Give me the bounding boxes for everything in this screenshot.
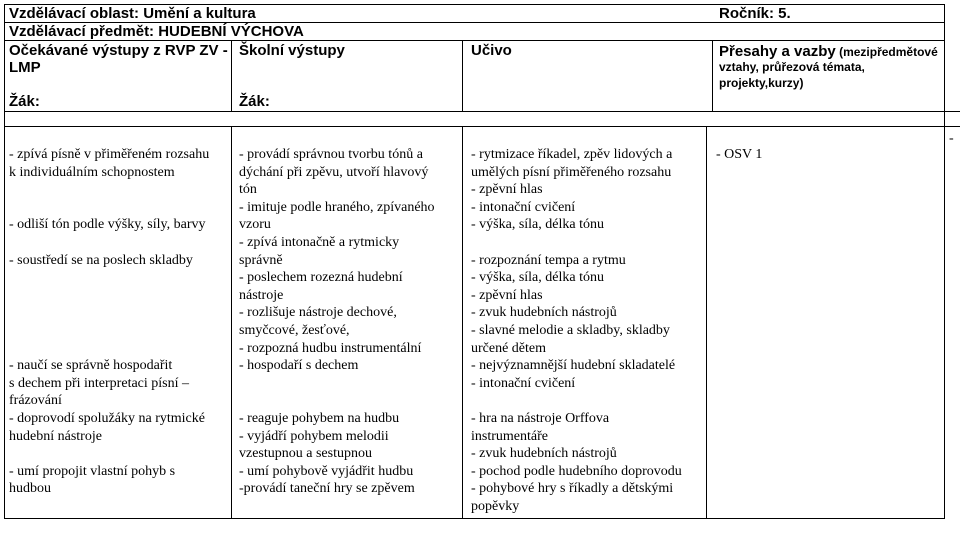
- col1-title-line2: LMP: [9, 59, 41, 76]
- col4-title-line3: projekty,kurzy): [719, 76, 804, 90]
- subject-area: Vzdělávací oblast: Umění a kultura: [9, 5, 256, 22]
- cell-line: - intonační cvičení: [471, 375, 576, 391]
- cell-line: - zpívá intonačně a rytmicky: [239, 234, 400, 250]
- cell-line: - rozpozná hudbu instrumentální: [239, 340, 422, 356]
- cell-line: vzestupnou a sestupnou: [239, 446, 372, 462]
- cell-line: - odliší tón podle výšky, síly, barvy: [9, 217, 206, 233]
- cell-line: - rozpoznání tempa a rytmu: [471, 252, 626, 268]
- cell-line: - umí pohybově vyjádřit hudbu: [239, 463, 414, 479]
- cell-line: hudbou: [9, 481, 51, 497]
- cell-line: [9, 445, 209, 463]
- cell-line: - umí propojit vlastní pohyb s: [9, 463, 176, 479]
- column-divider-3-header: [712, 40, 713, 112]
- cell-curriculum: [471, 146, 682, 515]
- column-divider-2-header: [462, 40, 463, 112]
- cell-line: - soustředí se na poslech skladby: [9, 252, 193, 268]
- cell-line: - hospodaří s dechem: [239, 358, 359, 374]
- column-divider-1-header: [231, 40, 232, 112]
- cell-line: [471, 234, 682, 252]
- cell-line: - rytmizace říkadel, zpěv lidových a: [471, 147, 673, 162]
- column-divider-3: [706, 126, 707, 519]
- cell-line: - vyjádří pohybem melodii: [239, 428, 389, 444]
- cell-line: - pochod podle hudebního doprovodu: [471, 463, 682, 479]
- cell-line: hudební nástroje: [9, 428, 102, 444]
- cell-line: - zvuk hudebních nástrojů: [471, 305, 617, 321]
- cell-line: [9, 322, 209, 340]
- table-bottom-border: [4, 518, 944, 519]
- cell-line: [9, 340, 209, 358]
- cell-line: - zvuk hudebních nástrojů: [471, 446, 617, 462]
- header-divider-columns: [4, 111, 960, 112]
- cell-line: - OSV 1: [716, 147, 763, 162]
- cell-line: - pohybové hry s říkadly a dětskými: [471, 481, 674, 497]
- cell-line: -provádí taneční hry se zpěvem: [239, 481, 415, 497]
- cell-line: - reaguje pohybem na hudbu: [239, 410, 400, 426]
- column-divider-1: [231, 126, 232, 519]
- cell-line: - nejvýznamnější hudební skladatelé: [471, 358, 676, 374]
- cell-line: umělých písní přiměřeného rozsahu: [471, 164, 672, 180]
- cell-line: určené dětem: [471, 340, 547, 356]
- cell-line: - hra na nástroje Orffova: [471, 410, 610, 426]
- cell-line: s dechem při interpretaci písní –: [9, 375, 189, 391]
- cell-line: - provádí správnou tvorbu tónů a: [239, 147, 423, 162]
- cell-cross-links: [716, 146, 762, 164]
- cell-line: nástroje: [239, 287, 284, 303]
- cell-school-outcomes: [239, 146, 435, 498]
- cell-line: k individuálním schopnostem: [9, 164, 175, 180]
- col4-title-sub: (mezipředmětové: [835, 45, 938, 59]
- cell-line: smyčcové, žesťové,: [239, 322, 350, 338]
- cell-line: - zpěvní hlas: [471, 287, 543, 303]
- column-divider-2: [462, 126, 463, 519]
- cell-line: - zpěvní hlas: [471, 182, 543, 198]
- edge-mark: -: [949, 131, 954, 146]
- cell-line: - imituje podle hraného, zpívaného: [239, 199, 435, 215]
- cell-line: frázování: [9, 393, 62, 409]
- cell-line: [239, 392, 435, 410]
- cell-line: - výška, síla, délka tónu: [471, 270, 604, 286]
- header-bottom-double: [4, 126, 960, 127]
- subject-name: Vzdělávací předmět: HUDEBNÍ VÝCHOVA: [9, 23, 304, 40]
- col3-title: Učivo: [471, 42, 512, 59]
- cell-line: správně: [239, 252, 283, 268]
- cell-line: - naučí se správně hospodařit: [9, 358, 173, 374]
- cell-line: popěvky: [471, 498, 520, 514]
- cell-line: - doprovodí spolužáky na rytmické: [9, 410, 205, 426]
- table-left-border: [4, 4, 5, 519]
- cell-line: [9, 199, 209, 217]
- cell-line: instrumentáře: [471, 428, 548, 444]
- cell-line: [9, 304, 209, 322]
- cell-line: [9, 234, 209, 252]
- cell-line: [9, 269, 209, 287]
- col1-title-line1: Očekávané výstupy z RVP ZV -: [9, 42, 228, 59]
- col2-title: Školní výstupy: [239, 42, 345, 59]
- table-right-border: [944, 4, 945, 519]
- cell-line: - zpívá písně v přiměřeném rozsahu: [9, 147, 210, 162]
- cell-line: - slavné melodie a skladby, skladby: [471, 322, 670, 338]
- cell-line: - poslechem rozezná hudební: [239, 270, 403, 286]
- header-divider-subject: [4, 40, 944, 41]
- cell-outcomes-rvp: [9, 146, 209, 498]
- cell-line: - výška, síla, délka tónu: [471, 217, 604, 233]
- grade-label: Ročník: 5.: [719, 5, 791, 22]
- cell-line: [9, 181, 209, 199]
- cell-line: vzoru: [239, 217, 271, 233]
- pupil-label-col1: Žák:: [9, 93, 40, 110]
- cell-line: - intonační cvičení: [471, 199, 576, 215]
- cell-line: [9, 287, 209, 305]
- pupil-label-col2: Žák:: [239, 93, 270, 110]
- cell-line: - rozlišuje nástroje dechové,: [239, 305, 397, 321]
- col4-title-main: Přesahy a vazby: [719, 43, 836, 60]
- cell-line: [471, 392, 682, 410]
- cell-line: dýchání při zpěvu, utvoří hlavový: [239, 164, 429, 180]
- cell-line: [239, 375, 435, 393]
- col4-title-line2: vztahy, průřezová témata,: [719, 60, 865, 74]
- cell-line: tón: [239, 182, 257, 198]
